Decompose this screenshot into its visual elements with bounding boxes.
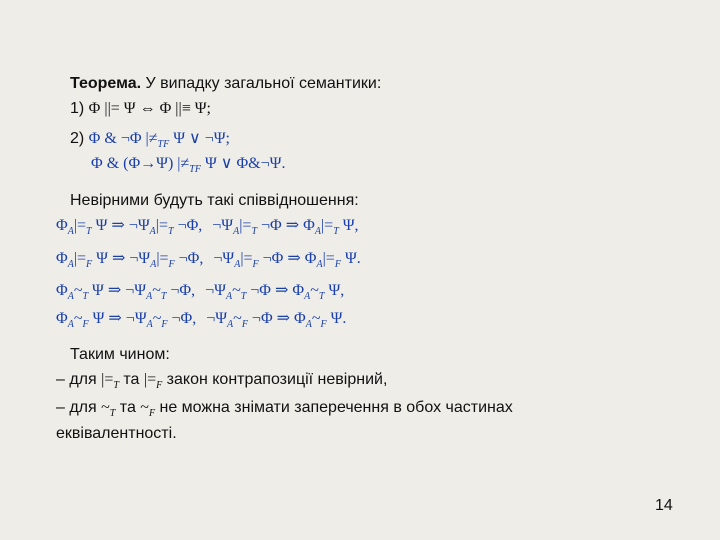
relation-row: $\Phi_A\sim_T$ Ψ ⇒ $\neg\Psi_A\sim_T$ ¬Φ, $\neg\Psi_A\sim_T$ ¬Φ ⇒ $\Phi_A\sim_T$ Ψ, bbox=[56, 282, 345, 302]
relation-row: $\Phi_A|=_T$ Ψ ⇒ $\neg\Psi_A|=_T$ ¬Φ, $\neg\Psi_A|=_T$ ¬Φ ⇒ $\Phi_A|=_T$ Ψ, bbox=[56, 217, 359, 237]
item-1-prefix: 1) bbox=[70, 100, 89, 117]
theorem-item-1 bbox=[70, 99, 211, 119]
relation-row: $\Phi_A|=_F$ Ψ ⇒ $\neg\Psi_A|=_F$ ¬Φ, $\neg\Psi_A|=_F$ ¬Φ ⇒ $\Phi_A|=_F$ Ψ. bbox=[56, 250, 361, 270]
theorem-item-2b: Φ & (Φ→Ψ) $|\ne_{TF}$ Ψ ∨ Φ&¬Ψ. bbox=[91, 155, 286, 175]
page-number: 14 bbox=[655, 497, 673, 514]
theorem-item-2 bbox=[70, 129, 230, 155]
item-2-prefix: 2) bbox=[70, 130, 89, 147]
conclusion-line-2: – для $\sim_T$ та $\sim_F$ не можна знімати заперечення в обох частинах bbox=[56, 399, 513, 419]
conclusion-line-3: еквівалентності. bbox=[56, 425, 177, 442]
incorrect-heading: Невірними будуть такі співвідношення: bbox=[70, 192, 359, 209]
item-2-formula: Φ & ¬Φ $|\ne_{TF}$ Ψ ∨ ¬Ψ; bbox=[88, 130, 230, 150]
item-1-formula: Φ ||= Ψ ⇔ Φ ||≡ Ψ; bbox=[88, 100, 211, 117]
conclusion-line-1: – для $|=_T$ та $|=_F$ закон контрапозиції невірний, bbox=[56, 371, 388, 391]
conclusion-heading: Таким чином: bbox=[70, 346, 170, 363]
theorem-heading bbox=[70, 74, 381, 94]
theorem-text: У випадку загальної семантики: bbox=[141, 75, 382, 92]
relation-row: $\Phi_A\sim_F$ Ψ ⇒ $\neg\Psi_A\sim_F$ ¬Φ, $\neg\Psi_A\sim_F$ ¬Φ ⇒ $\Phi_A\sim_F$ Ψ. bbox=[56, 310, 347, 330]
theorem-label: Теорема. bbox=[70, 75, 142, 92]
